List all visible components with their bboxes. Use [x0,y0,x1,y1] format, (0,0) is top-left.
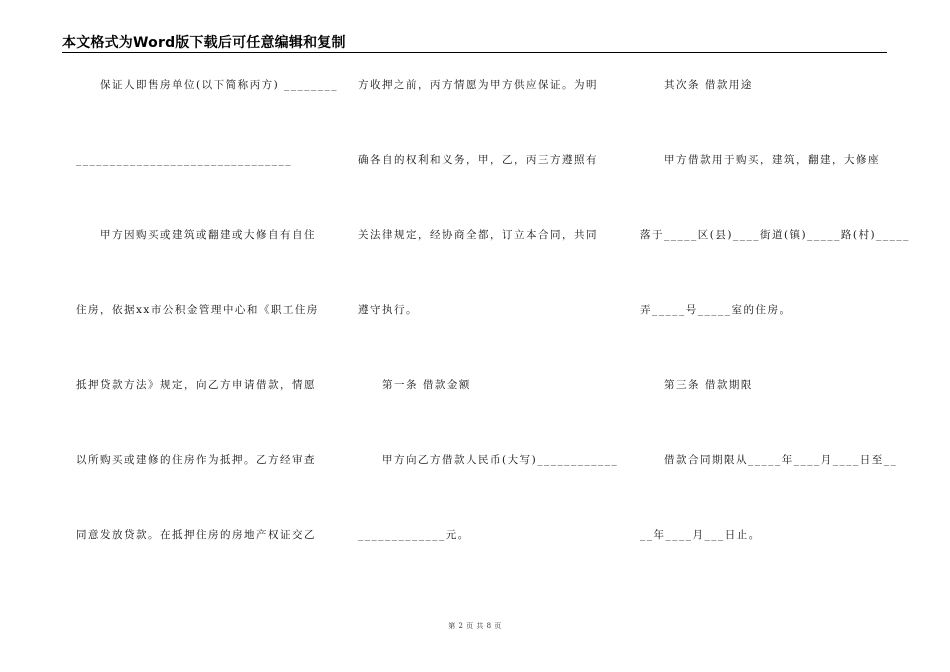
text-line: 方收押之前，丙方情愿为甲方供应保证。为明 [358,79,598,91]
text-line: 确各自的权利和义务，甲，乙，丙三方遵照有 [358,154,598,166]
text-line: 甲方因购买或建筑或翻建或大修自有自住 [76,229,316,241]
text-line: _____________元。 [358,529,470,541]
header-divider [62,52,887,53]
section-heading: 第一条 借款金额 [358,379,471,391]
section-heading: 其次条 借款用途 [640,79,753,91]
text-line: 保证人即售房单位(以下简称丙方) ________ [76,79,339,91]
text-line: 关法律规定，经协商全都，订立本合同，共同 [358,229,598,241]
text-line: 甲方借款用于购买，建筑，翻建，大修座 [640,154,880,166]
text-line: 弄_____号_____室的住房。 [640,304,792,316]
text-line: 同意发放贷款。在抵押住房的房地产权证交乙 [76,529,316,541]
section-heading: 第三条 借款期限 [640,379,753,391]
text-line: 抵押贷款方法》规定，向乙方申请借款，情愿 [76,379,316,391]
text-column-2 [358,78,619,603]
text-line: 借款合同期限从_____年____月____日至__ [640,454,898,466]
text-line: 落于_____区(县)____街道(镇)_____路(村)_____ [640,229,910,241]
page-header-title: 本文格式为Word版下载后可任意编辑和复制 [62,35,346,51]
text-line: __年____月___日止。 [640,529,761,541]
text-line: ________________________________ [76,154,292,166]
text-line: 以所购买或建修的住房作为抵押。乙方经审查 [76,454,316,466]
text-column-1 [76,78,339,603]
text-column-3 [640,78,910,603]
text-line: 遵守执行。 [358,304,418,316]
text-line: 住房，依据xx市公积金管理中心和《职工住房 [76,304,319,316]
page-number: 第 2 页 共 8 页 [448,622,502,630]
text-line: 甲方向乙方借款人民币(大写)____________ [358,454,619,466]
